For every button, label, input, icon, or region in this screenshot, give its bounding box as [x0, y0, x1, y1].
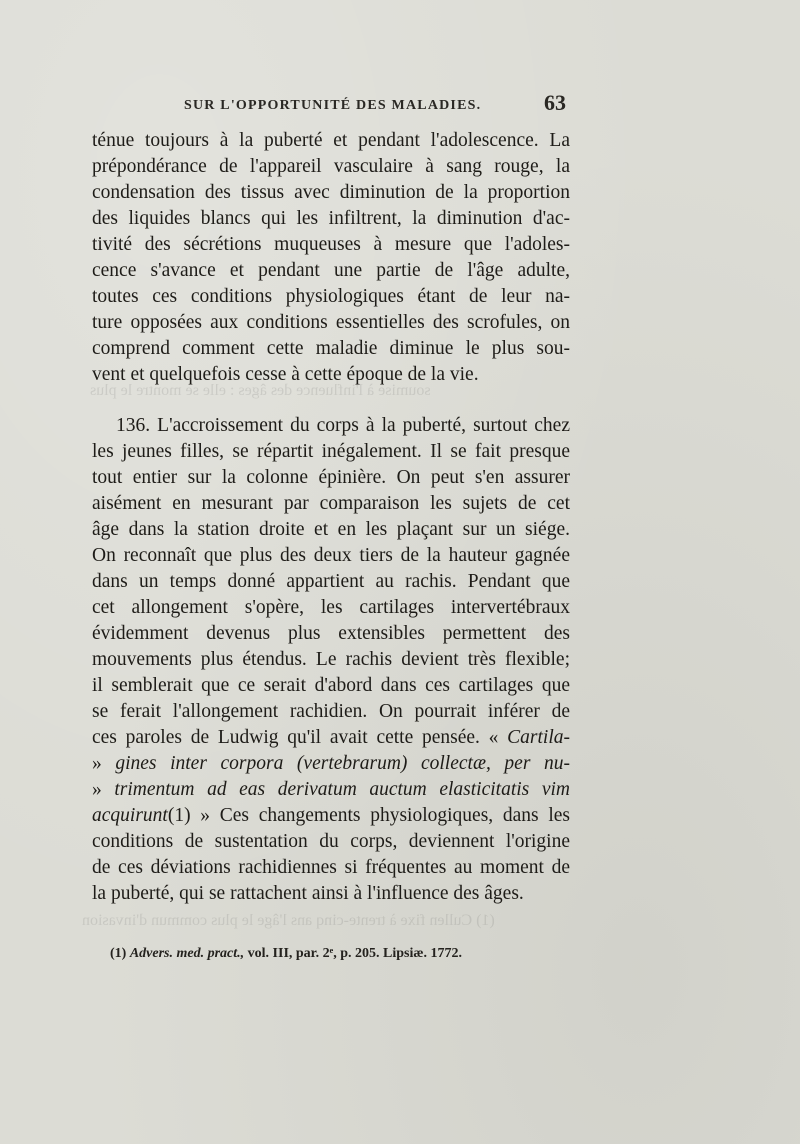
paragraph-1	[92, 128, 570, 388]
latin-quote-line	[92, 751, 570, 777]
text-line: cet allongement s'opère, les cartilages intervertébraux	[92, 597, 570, 618]
text-line: comprend comment cette maladie diminue le plus sou-	[92, 338, 570, 359]
text-line: vent et quelquefois cesse à cette époque de la vie.	[92, 364, 479, 385]
latin-quote-line	[92, 777, 570, 803]
text-line: ture opposées aux conditions essentielles des scrofules, on	[92, 312, 570, 333]
latin-quote-run: acquirunt	[92, 805, 168, 826]
running-title: SUR L'OPPORTUNITÉ DES MALADIES.	[184, 98, 482, 113]
text-line: On reconnaît que plus des deux tiers de la hauteur gagnée	[92, 545, 570, 566]
latin-quote-run: trimentum ad eas derivatum auctum elasticitatis vim	[114, 779, 570, 800]
text-line: la puberté, qui se rattachent ainsi à l'influence des âges.	[92, 883, 524, 904]
text-line: âge dans la station droite et en les plaçant sur un siége.	[92, 519, 570, 540]
text-line: condensation des tissus avec diminution de la proportion	[92, 182, 570, 203]
footnote-details: vol. III, par. 2ᵉ, p. 205. Lipsiæ. 1772.	[247, 946, 462, 961]
text-line: dans un temps donné appartient au rachis. Pendant que	[92, 571, 570, 592]
text-line-with-quote-end	[92, 803, 570, 829]
latin-quote-run: gines inter corpora (vertebrarum) collectæ, per nu-	[115, 753, 570, 774]
text-line: ténue toujours à la puberté et pendant l'adolescence. La	[92, 130, 570, 151]
text-line: prépondérance de l'appareil vasculaire à sang rouge, la	[92, 156, 570, 177]
text-line: de ces déviations rachidiennes si fréquentes au moment de	[92, 857, 570, 878]
text-line: il semblerait que ce serait d'abord dans ces cartilages que	[92, 675, 570, 696]
text-line: toutes ces conditions physiologiques étant de leur na-	[92, 286, 570, 307]
text-line: des liquides blancs qui les infiltrent, la diminution d'ac-	[92, 208, 570, 229]
text-line: mouvements plus étendus. Le rachis devient très flexible;	[92, 649, 570, 670]
text-line: aisément en mesurant par comparaison les sujets de cet	[92, 493, 570, 514]
text-line: les jeunes filles, se répartit inégalement. Il se fait presque	[92, 441, 570, 462]
paragraph-2	[92, 413, 570, 907]
text-line: évidemment devenus plus extensibles permettent des	[92, 623, 570, 644]
text-line: se ferait l'allongement rachidien. On pourrait inférer de	[92, 701, 570, 722]
text-line: tout entier sur la colonne épinière. On peut s'en assurer	[92, 467, 570, 488]
text-line-with-quote	[92, 725, 570, 751]
show-through-text: (1) Cullen fixe à trente-cinq ans l'âge le plus commun d'invasion	[82, 912, 495, 929]
text-run: (1) » Ces changements physiologiques, dans les	[167, 805, 570, 826]
text-run: ces paroles de Ludwig qu'il avait cette pensée. «	[92, 727, 499, 748]
footnote-marker: (1)	[110, 946, 127, 961]
text-line: 136. L'accroissement du corps à la puberté, surtout chez	[116, 415, 570, 436]
show-through-text: soumise à l'influence des âges : elle se montre le plus	[90, 382, 431, 399]
footnote	[110, 946, 462, 962]
page-number: 63	[544, 90, 566, 115]
guillemet: »	[92, 779, 102, 800]
text-line: cence s'avance et pendant une partie de l'âge adulte,	[92, 260, 570, 281]
guillemet: »	[92, 753, 102, 774]
latin-quote-run: Cartila-	[507, 727, 571, 748]
text-line: tivité des sécrétions muqueuses à mesure que l'adoles-	[92, 234, 570, 255]
text-line: conditions de sustentation du corps, deviennent l'origine	[92, 831, 570, 852]
footnote-source: Advers. med. pract.,	[129, 946, 245, 961]
